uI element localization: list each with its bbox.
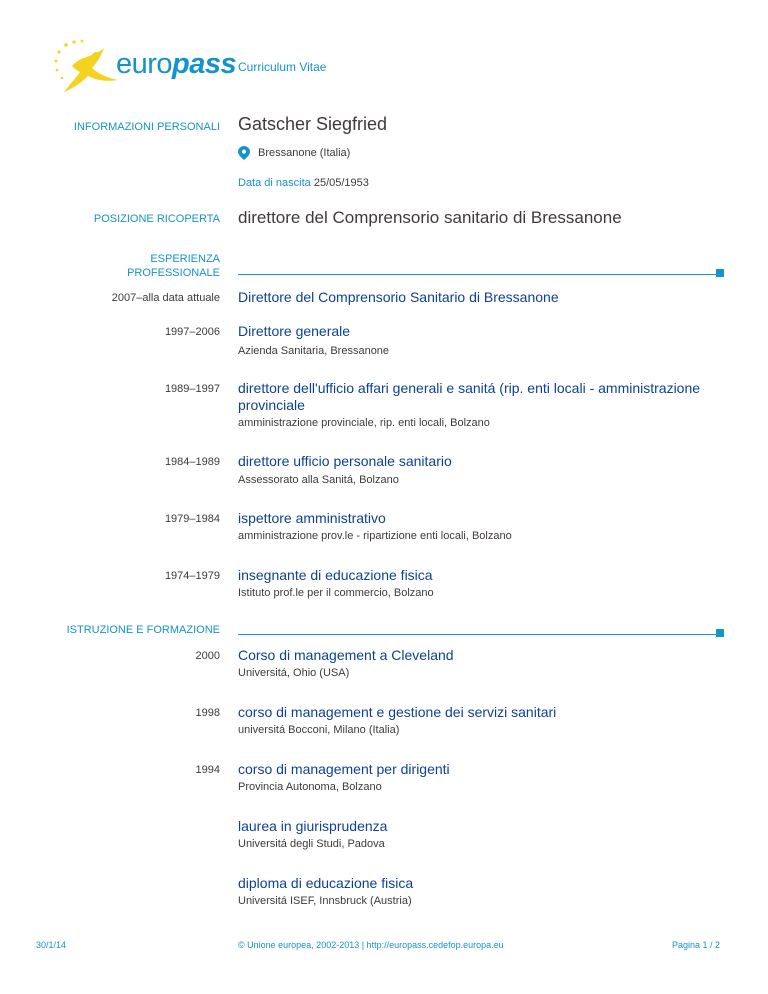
footer-date: 30/1/14 [36,940,67,950]
location-pin-icon [238,146,250,160]
page-number: Pagina 1 / 2 [671,940,720,950]
experience-title: ispettore amministrativo [238,510,386,526]
education-institution: Universitá degli Studi, Padova [238,838,385,850]
experience-date: 2007–alla data attuale [111,292,220,304]
experience-date: 1997–2006 [164,326,220,338]
section-label-personal-info: INFORMAZIONI PERSONALI [73,121,220,133]
education-institution: Universitá ISEF, Innsbruck (Austria) [238,895,412,907]
section-divider-square [716,269,724,277]
education-title: corso di management per dirigenti [238,761,450,777]
section-label-position: POSIZIONE RICOPERTA [93,213,220,225]
section-divider-square [716,629,724,637]
experience-title: Direttore del Comprensorio Sanitario di Bressanone [238,289,559,305]
education-title: diploma di educazione fisica [238,875,414,891]
europass-logo [52,38,237,98]
section-label-experience [127,252,220,280]
education-institution: universitá Bocconi, Milano (Italia) [238,724,400,736]
footer-copyright: © Unione europea, 2002-2013 | http://europass.cedefop.europa.eu [238,940,504,950]
section-label-line: PROFESSIONALE [127,267,220,279]
section-divider [238,274,718,275]
experience-employer: amministrazione provinciale, rip. enti locali, Bolzano [238,417,490,429]
experience-title: insegnante di educazione fisica [238,567,433,583]
education-date: 1998 [195,707,220,719]
dob-label: Data di nascita [238,177,311,189]
education-title: Corso di management a Cleveland [238,647,454,663]
experience-employer: Istituto prof.le per il commercio, Bolzano [238,587,434,599]
education-date: 2000 [195,650,220,662]
experience-employer: Azienda Sanitaria, Bressanone [238,345,390,357]
education-institution: Provincia Autonoma, Bolzano [238,781,382,793]
experience-employer: Assessorato alla Sanitá, Bolzano [238,474,399,486]
europass-wordmark [116,48,236,81]
experience-date: 1989–1997 [164,383,220,395]
current-position: direttore del Comprensorio sanitario di Bressanone [238,208,622,227]
education-title: laurea in giurisprudenza [238,818,388,834]
experience-date: 1974–1979 [164,570,220,582]
wordmark-pass: pass [172,48,237,80]
education-date: 1994 [195,764,220,776]
experience-date: 1979–1984 [164,513,220,525]
section-label-line: ESPERIENZA [150,253,220,265]
wordmark-euro: euro [116,48,173,80]
europass-figure-icon [52,38,122,98]
experience-date: 1984–1989 [164,456,220,468]
experience-title: Direttore generale [238,323,351,339]
experience-employer: amministrazione prov.le - ripartizione enti locali, Bolzano [238,530,512,542]
experience-title: direttore dell'ufficio affari generali e sanitá (rip. enti locali - amministrazione provinciale [238,380,701,413]
experience-title: direttore ufficio personale sanitario [238,453,452,469]
person-name: Gatscher Siegfried [238,114,388,134]
location-text: Bressanone (Italia) [258,147,351,159]
date-of-birth [238,177,369,189]
section-divider [238,634,718,635]
dob-value: 25/05/1953 [313,177,369,189]
education-title: corso di management e gestione dei servizi sanitari [238,704,557,720]
document-title: Curriculum Vitae [238,60,327,74]
section-label-education: ISTRUZIONE E FORMAZIONE [66,624,220,636]
education-institution: Universitá, Ohio (USA) [238,667,350,679]
